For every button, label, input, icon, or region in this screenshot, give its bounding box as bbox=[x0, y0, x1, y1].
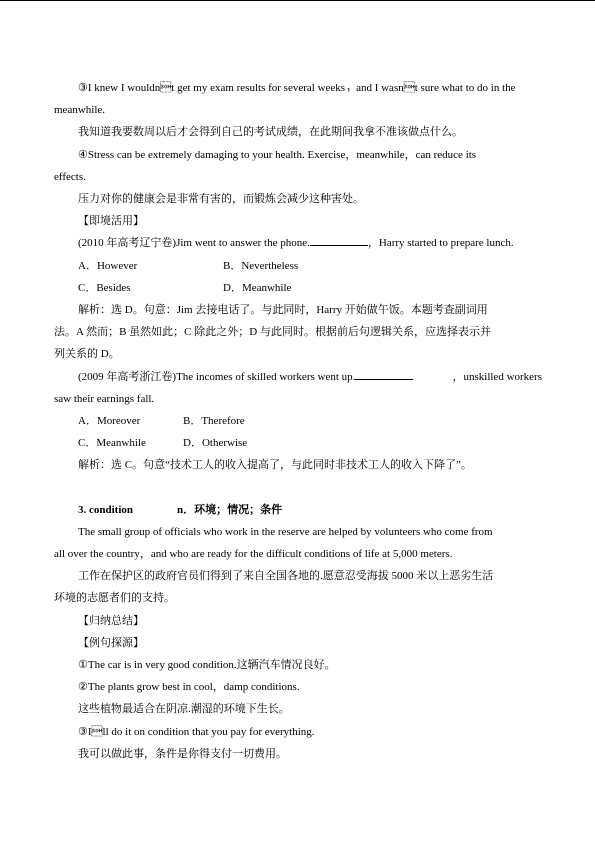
page-top-border bbox=[0, 0, 595, 1]
example-4-chinese: 压力对你的健康会是非常有害的，而锻炼会减少这种害处。 bbox=[78, 193, 364, 206]
condition-example-chinese: 工作在保护区的政府官员们得到了来自全国各地的.愿意忍受海拔 5000 米以上恶劣生活 bbox=[78, 570, 494, 583]
question-2-analysis: 解析：选 C。句意“技术工人的收入提高了，与此同时非技术工人的收入下降了”。 bbox=[78, 459, 472, 472]
answer-blank bbox=[310, 235, 368, 246]
example-4-english-cont: effects. bbox=[54, 170, 86, 183]
document-page bbox=[54, 77, 542, 765]
question-2-text: (2009 年高考浙江卷)The incomes of skilled workers went up. bbox=[78, 370, 356, 383]
section-spacer bbox=[54, 477, 542, 499]
summary-header: 【归纳总结】 bbox=[78, 614, 144, 627]
condition-example-2-english: ②The plants grow best in cool，damp conditions. bbox=[78, 681, 300, 694]
practice-header: 【即境活用】 bbox=[78, 215, 144, 228]
condition-example-3-chinese: 我可以做此事，条件是你得支付一切费用。 bbox=[78, 747, 287, 760]
condition-example-1: ①The car is in very good condition.这辆汽车情况良好。 bbox=[78, 659, 336, 672]
question-1 bbox=[54, 232, 542, 254]
question-1-suffix: ，Harry started to prepare lunch. bbox=[367, 237, 514, 250]
question-1-text: (2010 年高考辽宁卷)Jim went to answer the phone. bbox=[78, 237, 310, 250]
condition-example-english: The small group of officials who work in the reserve are helped by volunteers who come from bbox=[78, 525, 493, 538]
answer-blank bbox=[355, 369, 413, 380]
condition-example-2-chinese: 这些植物最适合在阴凉.潮湿的环境下生长。 bbox=[78, 703, 290, 716]
question-2-options-row-2 bbox=[54, 432, 542, 454]
question-1-analysis: 解析：选 D。句意：Jim 去接电话了。与此同时，Harry 开始做午饭。本题考查副词用 bbox=[78, 304, 488, 317]
question-1-analysis-end: 列关系的 D。 bbox=[54, 348, 120, 361]
option-c: C．Meanwhile bbox=[78, 437, 146, 450]
word-heading bbox=[54, 499, 542, 521]
example-3-english: ③I knew I wouldnt get my exam results for several weeks，and I wasnt sure what to do in the bbox=[78, 82, 516, 94]
word-definition: n．环境；情况；条件 bbox=[177, 503, 283, 516]
question-1-analysis-cont: 法。A 然而；B 虽然如此；C 除此之外；D 与此同时。根据前后句逻辑关系，应选择表示并 bbox=[54, 326, 491, 339]
question-2-cont: saw their earnings fall. bbox=[54, 392, 155, 405]
question-1-options-row-1 bbox=[54, 255, 542, 277]
condition-example-3-english: ③Ill do it on condition that you pay for everything. bbox=[78, 725, 315, 738]
question-2-options-row-1 bbox=[54, 410, 542, 432]
question-2-suffix: ，unskilled workers bbox=[452, 370, 542, 383]
option-d: D．Meanwhile bbox=[223, 281, 292, 294]
example-3-english-cont: meanwhile. bbox=[54, 104, 106, 117]
option-c: C．Besides bbox=[78, 281, 131, 294]
example-4-english: ④Stress can be extremely damaging to your health. Exercise，meanwhile，can reduce its bbox=[78, 148, 477, 161]
condition-example-chinese-cont: 环境的志愿者们的支持。 bbox=[54, 592, 175, 605]
option-a: A．However bbox=[78, 259, 138, 272]
option-b: B．Therefore bbox=[183, 415, 245, 428]
question-1-options-row-2 bbox=[54, 277, 542, 299]
option-a: A．Moreover bbox=[78, 415, 141, 428]
question-2 bbox=[54, 366, 542, 388]
option-d: D．Otherwise bbox=[183, 437, 248, 450]
word-title: 3. condition bbox=[78, 503, 134, 516]
option-b: B．Nevertheless bbox=[223, 259, 299, 272]
condition-example-english-cont: all over the country，and who are ready for the difficult conditions of life at 5,000 meters. bbox=[54, 548, 453, 561]
examples-header: 【例句探源】 bbox=[78, 636, 144, 649]
example-3-chinese: 我知道我要数周以后才会得到自己的考试成绩，在此期间我拿不准该做点什么。 bbox=[78, 126, 463, 139]
